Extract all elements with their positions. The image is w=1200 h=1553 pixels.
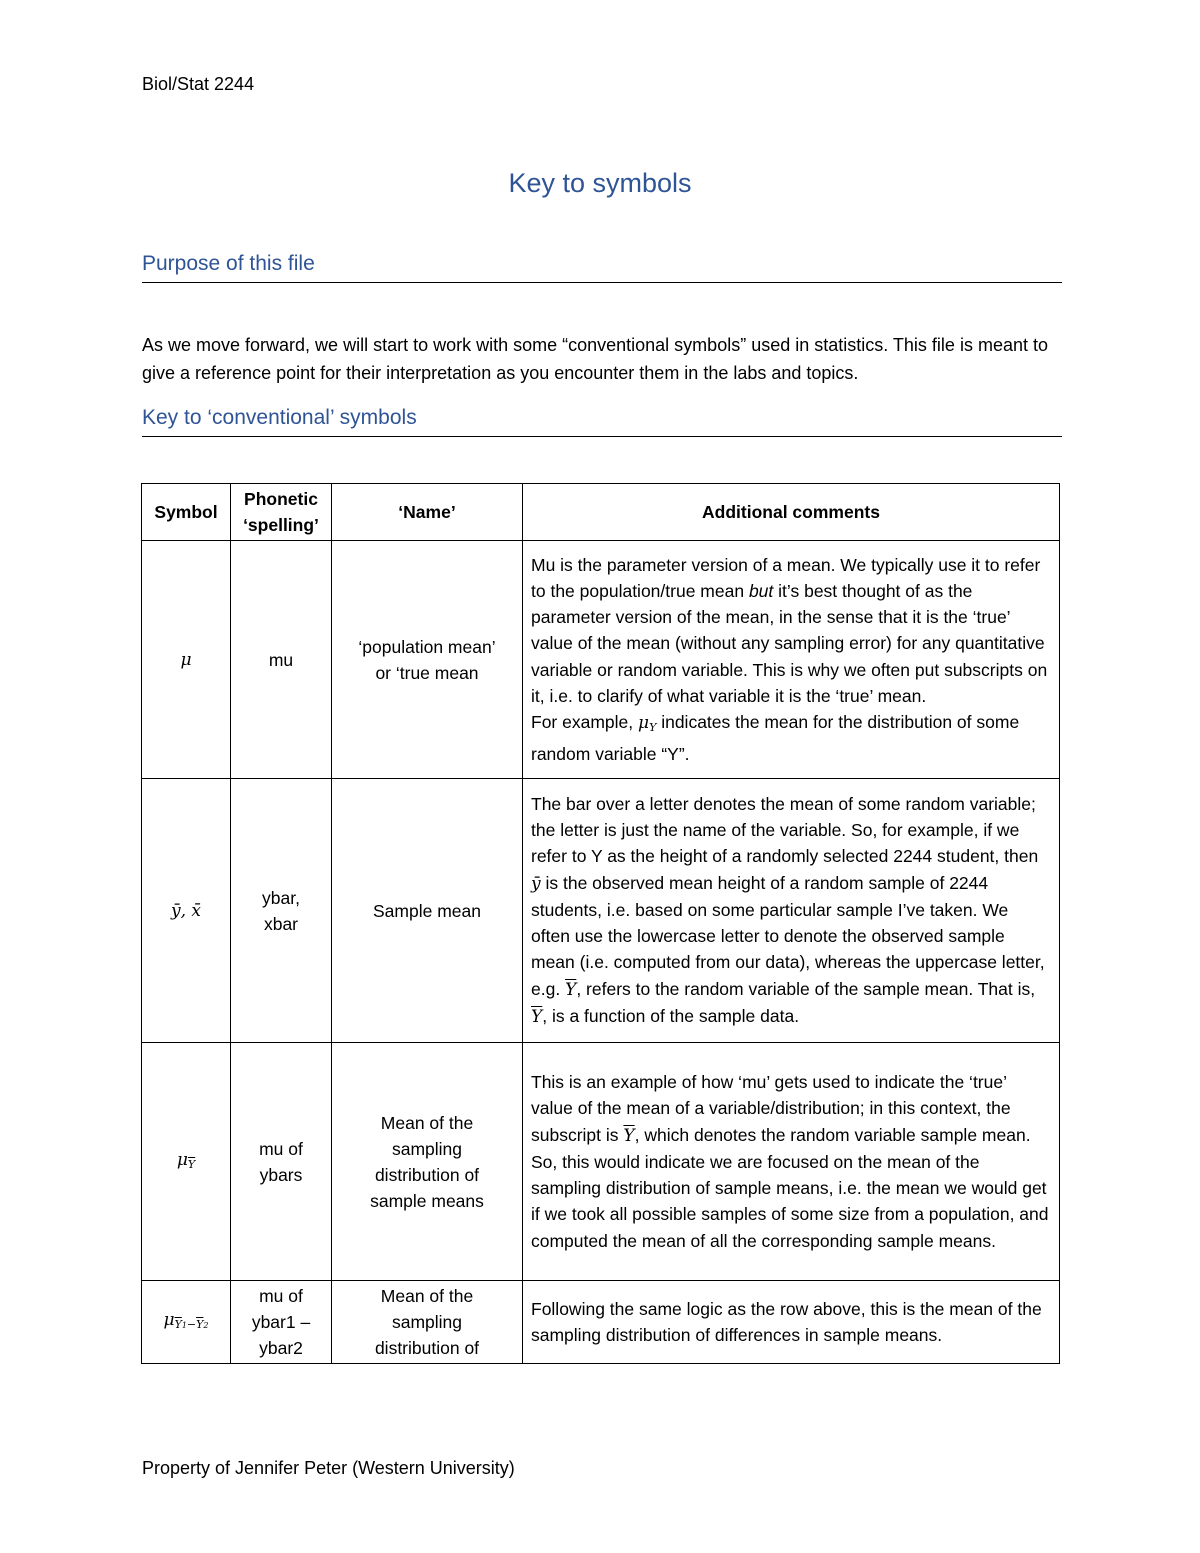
- comment-text: is the observed mean height of a random sample of 2244 students, i.e. based on some particular sample I’ve taken. We often use the lowercase letter to denote the observed sample mean (i.e. computed from our data), whereas the uppercase letter, e.g.: [531, 872, 1045, 999]
- phonetic-cell: mu: [231, 541, 332, 779]
- phonetic-line: mu of: [259, 1138, 303, 1159]
- name-line: ‘population mean’: [358, 636, 496, 657]
- name-line: or ‘true mean: [375, 662, 479, 683]
- header-comments: Additional comments: [523, 484, 1060, 541]
- section-heading-key: Key to ‘conventional’ symbols: [142, 406, 1062, 437]
- phonetic-line: xbar: [263, 913, 299, 934]
- comment-cell: [523, 541, 1060, 779]
- subscript-operator: −: [186, 1317, 197, 1331]
- subscript-index: 2: [203, 1320, 209, 1330]
- comment-symbol: ȳ: [531, 873, 541, 894]
- header-name: ‘Name’: [332, 484, 523, 541]
- phonetic-line: mu of: [259, 1286, 303, 1306]
- name-line: sample means: [370, 1190, 484, 1211]
- phonetic-line: ybar2: [259, 1338, 303, 1358]
- header-phonetic-line1: Phonetic: [244, 489, 318, 509]
- symbol-mu: μ: [180, 650, 192, 670]
- comment-cell: Following the same logic as the row above, this is the mean of the sampling distribution of differences in sample means.: [523, 1281, 1060, 1364]
- table-header-row: [142, 484, 1060, 541]
- header-phonetic-line2: ‘spelling’: [243, 515, 319, 535]
- name-line: sampling: [391, 1312, 463, 1332]
- name-cell: [332, 1281, 523, 1364]
- course-header: Biol/Stat 2244: [142, 74, 255, 94]
- subscript-y1: $\overline{Y}$: [174, 1317, 182, 1331]
- comment-text: , refers to the random variable of the sample mean. That is,: [576, 978, 1036, 999]
- comment-symbol-subscript: Y: [649, 720, 657, 734]
- symbol-subscript: Y: [187, 1157, 196, 1171]
- phonetic-line: ybars: [259, 1164, 303, 1185]
- section-heading-purpose: Purpose of this file: [142, 252, 1062, 283]
- symbol-subscript: [175, 1318, 209, 1331]
- header-phonetic: [231, 484, 332, 541]
- comment-text: indicates the mean for the distribution of some random variable “Y”.: [531, 711, 1020, 765]
- name-cell: [332, 1043, 523, 1281]
- symbol-mu: μ: [163, 1309, 175, 1330]
- phonetic-line: ybar,: [262, 887, 300, 908]
- table-row: [142, 1281, 1060, 1364]
- symbol-cell: [142, 1281, 231, 1364]
- comment-symbol: $\overline{Y}$: [623, 1125, 635, 1146]
- table-row: [142, 1043, 1060, 1281]
- symbols-table: [141, 483, 1060, 1364]
- symbol-cell: [142, 1043, 231, 1281]
- name-line: Mean of the: [380, 1112, 474, 1133]
- comment-text: it’s best thought of as the parameter version of the mean, in the sense that it is the ‘true’ value of the mean (without any sampling error) for any quantitative variable or random variable. This is why we often put subscripts on it, i.e. to clarify of what variable it is the ‘true’ mean.: [531, 580, 1048, 706]
- comment-symbol: μ: [638, 712, 650, 733]
- name-cell: [332, 541, 523, 779]
- symbol-cell: [142, 779, 231, 1043]
- symbol-cell: [142, 541, 231, 779]
- intro-paragraph: As we move forward, we will start to work with some “conventional symbols” used in statistics. This file is meant to give a reference point for their interpretation as you encounter them in the labs and topics.: [142, 335, 1048, 383]
- symbol-mu: μ: [176, 1149, 188, 1170]
- name-line: distribution of: [374, 1338, 480, 1358]
- phonetic-cell: [231, 1043, 332, 1281]
- header-symbol: Symbol: [142, 484, 231, 541]
- phonetic-line: ybar1 –: [251, 1312, 311, 1332]
- name-line: distribution of: [374, 1164, 480, 1185]
- symbol-ybar-xbar: ȳ, x̄: [171, 901, 201, 921]
- comment-cell: [523, 1043, 1060, 1281]
- comment-text: , which denotes the random variable sample mean. So, this would indicate we are focused on the mean of the sampling distribution of sample means, i.e. the mean we would get if we took all possible samples of some size from a population, and computed the mean of all the corresponding sample means.: [531, 1124, 1049, 1251]
- page-title: Key to symbols: [508, 168, 692, 198]
- subscript-y2: $\overline{Y}$: [196, 1317, 204, 1331]
- footer-text: Property of Jennifer Peter (Western University): [142, 1458, 515, 1478]
- name-line: sampling: [391, 1138, 463, 1159]
- table-row: [142, 779, 1060, 1043]
- comment-text: , is a function of the sample data.: [542, 1005, 800, 1026]
- comment-symbol: $\overline{Y}$: [565, 979, 577, 1000]
- comment-text: The bar over a letter denotes the mean of some random variable; the letter is just the name of the variable. So, for example, if we refer to Y as the height of a randomly selected 2244 student, then: [531, 794, 1039, 867]
- phonetic-cell: [231, 1281, 332, 1364]
- comment-symbol: $\overline{Y}$: [531, 1006, 543, 1027]
- subscript-index: 1: [181, 1320, 187, 1330]
- table-row: [142, 541, 1060, 779]
- phonetic-cell: [231, 779, 332, 1043]
- name-cell: Sample mean: [332, 779, 523, 1043]
- comment-text: For example,: [531, 711, 634, 732]
- comment-cell: [523, 779, 1060, 1043]
- comment-emphasis: but: [748, 580, 774, 601]
- comment-text: This is an example of how ‘mu’ gets used to indicate the ‘true’ value of the mean of a variable/distribution; in this context, the subscript is: [531, 1072, 1011, 1145]
- name-line: Mean of the: [380, 1286, 474, 1306]
- comment-text: Mu is the parameter version of a mean. We typically use it to refer to the population/true mean: [531, 554, 1041, 601]
